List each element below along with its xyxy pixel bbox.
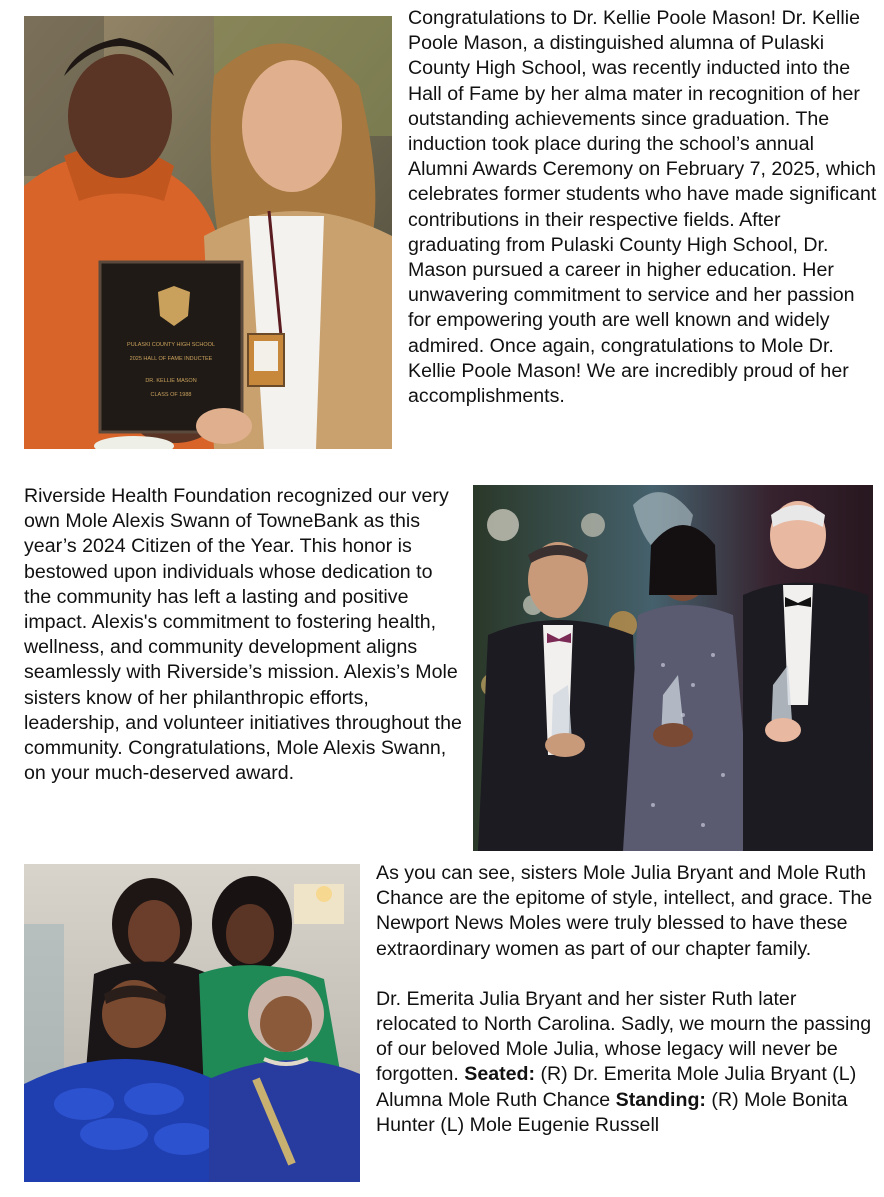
memorial-text: Dr. Emerita Julia Bryant and her sister Ruth later relocated to North Carolina. Sadly, we mourn the passing of our beloved Mole Julia, whose legacy will never be forgotten.: [376, 987, 872, 1086]
citizen-of-year-article: [24, 484, 464, 786]
standing-label: Standing:: [615, 1088, 706, 1111]
citizen-award-photo: [473, 485, 873, 851]
hall-of-fame-article: [408, 6, 878, 409]
paragraph-spacer: [376, 962, 876, 987]
hall-of-fame-photo: [24, 16, 392, 449]
seated-label: Seated:: [464, 1063, 536, 1086]
moles-group-photo: [24, 864, 360, 1182]
plaque-line-3: DR. KELLIE MASON: [145, 378, 197, 384]
plaque: [100, 262, 242, 432]
plaque-line-4: CLASS OF 1988: [150, 392, 192, 398]
standing-caption: (R) Mole Bonita Hunter (L) Mole Eugenie Russell: [376, 1088, 848, 1136]
moles-sisters-paragraph-1: As you can see, sisters Mole Julia Bryant and Mole Ruth Chance are the epitome of style, intellect, and grace. The Newport News Moles were truly blessed to have these extraordinary women as part of our chapter family.: [376, 862, 873, 960]
plaque-line-2: 2025 HALL OF FAME INDUCTEE: [129, 356, 213, 362]
seated-caption: (R) Dr. Emerita Mole Julia Bryant (L) Alumna Mole Ruth Chance: [376, 1063, 857, 1111]
citizen-of-year-paragraph: Riverside Health Foundation recognized our very own Mole Alexis Swann of TowneBank as this year’s 2024 Citizen of the Year. This honor is bestowed upon individuals whose dedication to the community has left a lasting and positive impact. Alexis's commitment to fostering health, wellness, and community development aligns seamlessly with Riverside’s mission. Alexis’s Mole sisters know of her philanthropic efforts, leadership, and volunteer initiatives throughout the community. Congratulations, Mole Alexis Swann, on your much-deserved award.: [24, 485, 462, 785]
hall-of-fame-paragraph: Congratulations to Dr. Kellie Poole Mason! Dr. Kellie Poole Mason, a distinguished alumna of Pulaski County High School, was recently inducted into the Hall of Fame by her alma mater in recognition of her outstanding achievements since graduation. The induction took place during the school’s annual Alumni Awards Ceremony on February 7, 2025, which celebrates former students who have made significant contributions in their respective fields. After graduating from Pulaski County High School, Dr. Mason pursued a career in higher education. Her unwavering commitment to service and her passion for empowering youth are well known and widely admired. Once again, congratulations to Mole Dr. Kellie Poole Mason! We are incredibly proud of her accomplishments.: [408, 7, 877, 408]
plaque-line-1: PULASKI COUNTY HIGH SCHOOL: [127, 342, 215, 348]
moles-sisters-article: [376, 861, 876, 1138]
moles-sisters-paragraph-2: [376, 987, 876, 1138]
